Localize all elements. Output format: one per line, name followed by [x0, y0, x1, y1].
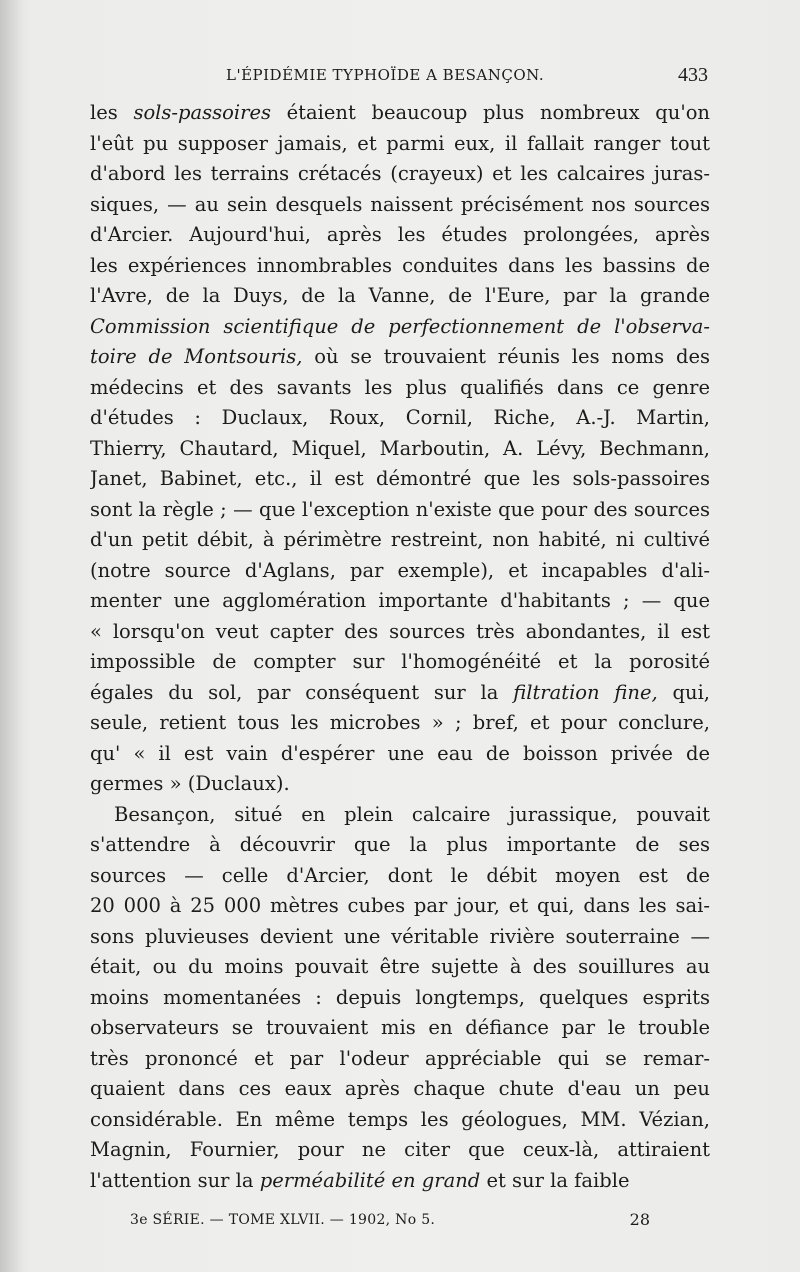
text-segment: 20 000 à 25 000 mètres cubes par jour, et qui, dans les sai-	[90, 894, 710, 917]
italic-text-segment: toire de Montsouris,	[90, 345, 303, 368]
text-segment: impossible de compter sur l'homogénéité et la porosité	[90, 650, 710, 673]
text-line	[90, 861, 710, 892]
text-segment: d'Arcier. Aujourd'hui, après les études prolongées, après	[90, 223, 710, 246]
text-line	[90, 342, 710, 373]
text-line	[90, 129, 710, 160]
text-line	[90, 983, 710, 1014]
text-line	[90, 739, 710, 770]
text-line	[90, 190, 710, 221]
text-line	[90, 586, 710, 617]
text-line	[90, 251, 710, 282]
text-line	[90, 769, 710, 800]
italic-text-segment: perméabilité en grand	[259, 1168, 481, 1192]
text-line	[90, 98, 710, 129]
text-segment: qu' « il est vain d'espérer une eau de boisson privée de	[90, 741, 710, 765]
page-number: 433	[678, 64, 708, 86]
text-segment: germes » (Duclaux).	[90, 772, 290, 795]
text-line	[90, 647, 710, 678]
text-segment: sont la règle ; — que l'exception n'existe que pour des sources	[90, 497, 710, 521]
page-footer	[130, 1212, 650, 1236]
text-segment: d'un petit débit, à périmètre restreint, non habité, ni cultivé	[90, 528, 710, 551]
text-line	[90, 830, 710, 861]
text-segment: s'attendre à découvrir que la plus importante de ses	[90, 833, 710, 856]
italic-text-segment: Commission scientifique de perfectionnement de l'observa-	[90, 314, 710, 338]
text-segment: Janet, Babinet, etc., il est démontré que les sols-passoires	[90, 467, 710, 490]
text-segment: considérable. En même temps les géologues, MM. Vézian,	[90, 1107, 710, 1131]
text-segment: l'eût pu supposer jamais, et parmi eux, il fallait ranger tout	[90, 131, 710, 155]
text-line	[90, 617, 710, 648]
italic-text-segment: filtration fine,	[513, 680, 658, 704]
text-line	[90, 403, 710, 434]
text-line	[90, 1044, 710, 1075]
text-line	[90, 1135, 710, 1166]
footer-series-info: 3e SÉRIE. — TOME XLVII. — 1902, No 5.	[130, 1212, 436, 1228]
text-segment: les	[90, 101, 134, 124]
running-head	[90, 66, 710, 94]
text-segment: les expériences innombrables conduites dans les bassins de	[90, 253, 710, 277]
text-line	[90, 556, 710, 587]
text-segment: égales du sol, par conséquent sur la	[90, 680, 514, 704]
text-line	[90, 434, 710, 465]
text-segment: sons pluvieuses devient une véritable rivière souterraine —	[90, 924, 710, 948]
text-segment: moins momentanées : depuis longtemps, quelques esprits	[90, 985, 710, 1009]
text-line	[90, 952, 710, 983]
text-line	[90, 891, 710, 922]
text-line	[90, 1074, 710, 1105]
text-segment: et sur la faible	[480, 1168, 630, 1192]
text-segment: l'Avre, de la Duys, de la Vanne, de l'Eure, par la grande	[90, 284, 710, 307]
page-edge-shadow	[0, 0, 22, 1272]
text-line	[90, 464, 710, 495]
text-line	[90, 678, 710, 709]
text-line	[90, 312, 710, 343]
text-segment: où se trouvaient réunis les noms des	[302, 345, 710, 368]
text-line	[90, 159, 710, 190]
text-segment: Magnin, Fournier, pour ne citer que ceux-là, attiraient	[90, 1138, 710, 1161]
body-text	[90, 98, 710, 1196]
text-segment: sources — celle d'Arcier, dont le débit moyen est de	[90, 863, 710, 887]
text-segment: qui,	[657, 680, 710, 704]
text-segment: Besançon, situé en plein calcaire jurassique, pouvait	[114, 802, 710, 826]
text-segment: Thierry, Chautard, Miquel, Marboutin, A. Lévy, Bechmann,	[90, 436, 710, 460]
text-segment: l'attention sur la	[90, 1168, 260, 1192]
text-line	[90, 800, 710, 831]
text-line	[90, 1013, 710, 1044]
running-title: L'ÉPIDÉMIE TYPHOÏDE A BESANÇON.	[226, 66, 545, 84]
italic-text-segment: sols-passoires	[133, 101, 271, 124]
text-line	[90, 495, 710, 526]
text-segment: était, ou du moins pouvait être sujette à des souillures au	[90, 955, 710, 978]
text-segment: (notre source d'Aglans, par exemple), et incapables d'ali-	[90, 558, 710, 582]
text-line	[90, 525, 710, 556]
text-segment: quaient dans ces eaux après chaque chute d'eau un peu	[90, 1077, 710, 1100]
text-line	[90, 220, 710, 251]
text-segment: d'études : Duclaux, Roux, Cornil, Riche, A.-J. Martin,	[90, 406, 710, 429]
text-segment: menter une agglomération importante d'habitants ; — que	[90, 589, 710, 612]
text-line	[90, 1166, 710, 1197]
text-line	[90, 922, 710, 953]
text-segment: seule, retient tous les microbes » ; bref, et pour conclure,	[90, 711, 710, 734]
text-line	[90, 1105, 710, 1136]
text-segment: siques, — au sein desquels naissent précisément nos sources	[90, 192, 710, 216]
text-segment: observateurs se trouvaient mis en défiance par le trouble	[90, 1016, 710, 1039]
text-segment: étaient beaucoup plus nombreux qu'on	[271, 101, 710, 124]
text-segment: « lorsqu'on veut capter des sources très abondantes, il est	[90, 619, 710, 643]
text-line	[90, 708, 710, 739]
text-segment: médecins et des savants les plus qualifiés dans ce genre	[90, 375, 710, 399]
footer-signature-mark: 28	[629, 1210, 650, 1229]
text-segment: très prononcé et par l'odeur appréciable qui se remar-	[90, 1046, 710, 1070]
text-segment: d'abord les terrains crétacés (crayeux) et les calcaires juras-	[90, 162, 710, 185]
text-line	[90, 373, 710, 404]
text-line	[90, 281, 710, 312]
